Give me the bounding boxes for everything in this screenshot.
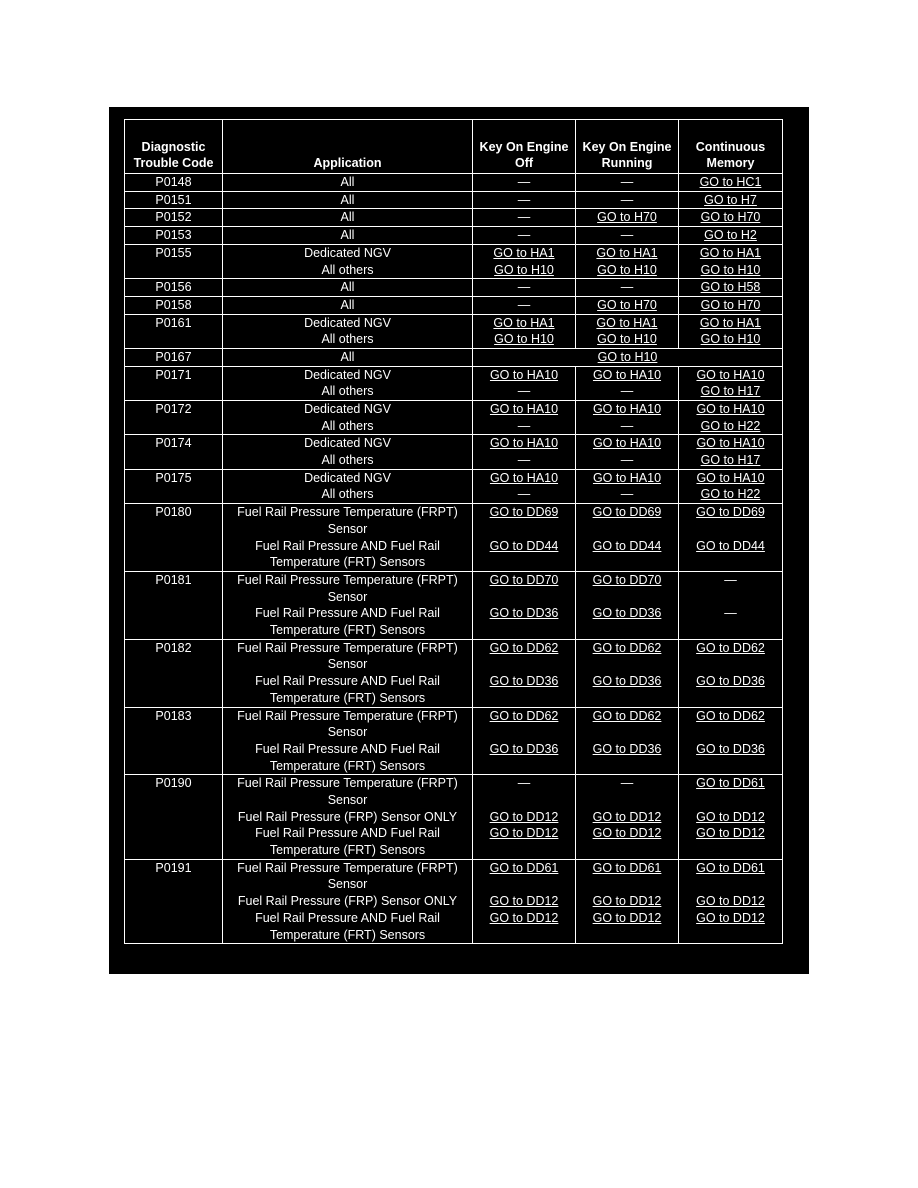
application-text: Fuel Rail Pressure AND Fuel Rail Temperature (FRT) Sensors [255, 606, 440, 638]
koer-cell [576, 639, 679, 707]
koeo-cell [473, 859, 576, 943]
table-row [125, 639, 783, 707]
koer-cell [576, 707, 679, 775]
go-to-link[interactable]: GO to DD36 [592, 674, 662, 689]
not-applicable-dash: — [620, 776, 634, 791]
dtc-code: P0180 [125, 504, 223, 572]
application-text: Fuel Rail Pressure Temperature (FRPT) Sensor [237, 640, 458, 672]
go-to-link[interactable]: GO to HA10 [592, 402, 662, 417]
go-to-link[interactable]: GO to H70 [700, 210, 761, 225]
not-applicable-dash: — [517, 175, 531, 189]
koeo-cell [473, 469, 576, 503]
go-to-link[interactable]: GO to DD36 [696, 674, 765, 689]
not-applicable-dash: — [517, 228, 531, 243]
go-to-link[interactable]: GO to H10 [700, 262, 761, 277]
go-to-link[interactable]: GO to DD62 [592, 708, 662, 723]
dtc-code: P0158 [125, 296, 223, 314]
table-row [125, 296, 783, 314]
go-to-link[interactable]: GO to H58 [700, 280, 761, 295]
application-text: Fuel Rail Pressure Temperature (FRPT) Sensor [237, 708, 458, 740]
not-applicable-dash: — [620, 175, 634, 189]
application-cell [223, 244, 473, 278]
application-text: All [340, 175, 355, 189]
koer-cell [576, 469, 679, 503]
koeo-cell [473, 296, 576, 314]
table-row [125, 191, 783, 209]
continuous-memory-cell [679, 401, 783, 435]
application-text: All others [321, 453, 374, 468]
not-applicable-dash: — [517, 453, 531, 468]
go-to-link[interactable]: GO to HA1 [699, 315, 762, 330]
go-to-link[interactable]: GO to H17 [700, 384, 761, 399]
go-to-link[interactable]: GO to DD12 [696, 910, 765, 925]
go-to-link[interactable]: GO to DD61 [489, 860, 559, 875]
application-text: All others [321, 332, 374, 347]
table-row [125, 209, 783, 227]
application-text: All [340, 192, 355, 207]
application-text: Dedicated NGV [304, 315, 391, 330]
application-text: Dedicated NGV [304, 402, 391, 417]
koeo-cell [473, 366, 576, 400]
go-to-link[interactable]: GO to HA10 [696, 470, 765, 485]
koeo-cell [473, 209, 576, 227]
koeo-cell [473, 314, 576, 348]
dtc-code: P0175 [125, 469, 223, 503]
application-cell [223, 504, 473, 572]
dtc-code: P0151 [125, 191, 223, 209]
continuous-memory-cell [679, 469, 783, 503]
application-text: Fuel Rail Pressure AND Fuel Rail Temperature (FRT) Sensors [255, 674, 440, 705]
dtc-code: P0161 [125, 314, 223, 348]
application-cell [223, 859, 473, 943]
not-applicable-dash: — [517, 280, 531, 295]
go-to-link[interactable]: GO to DD62 [489, 640, 559, 655]
go-to-link[interactable]: GO to H7 [704, 192, 757, 207]
application-text: All others [321, 262, 374, 277]
koeo-cell [473, 504, 576, 572]
dtc-table-panel [109, 107, 809, 974]
koeo-cell [473, 227, 576, 245]
go-to-link[interactable]: GO to H2 [704, 228, 757, 243]
koeo-cell [473, 775, 576, 859]
not-applicable-dash: — [620, 487, 634, 502]
go-to-link[interactable]: GO to H10 [700, 332, 761, 347]
not-applicable-dash: — [620, 453, 634, 468]
koer-cell [576, 296, 679, 314]
continuous-memory-cell [679, 639, 783, 707]
koeo-cell [473, 244, 576, 278]
go-to-link[interactable]: GO to HA10 [489, 436, 559, 451]
application-cell [223, 296, 473, 314]
not-applicable-dash: — [620, 418, 634, 433]
koer-cell [576, 859, 679, 943]
application-cell [223, 469, 473, 503]
go-to-link[interactable]: GO to DD12 [489, 910, 559, 925]
table-row [125, 314, 783, 348]
go-to-link[interactable]: GO to DD61 [696, 776, 765, 791]
table-row [125, 571, 783, 639]
application-text: All [340, 228, 355, 243]
not-applicable-dash: — [517, 210, 531, 225]
application-cell [223, 174, 473, 192]
table-row [125, 775, 783, 859]
go-to-link[interactable]: GO to DD62 [489, 708, 559, 723]
application-cell [223, 571, 473, 639]
dtc-code: P0174 [125, 435, 223, 469]
go-to-link[interactable]: GO to DD12 [592, 809, 662, 824]
application-text: Fuel Rail Pressure AND Fuel Rail Temperature (FRT) Sensors [255, 538, 440, 570]
continuous-memory-cell [679, 859, 783, 943]
continuous-memory-cell [679, 296, 783, 314]
header-dtc: Diagnostic Trouble Code [125, 120, 223, 174]
application-cell [223, 314, 473, 348]
go-to-link[interactable]: GO to DD12 [489, 894, 559, 909]
koeo-cell [473, 707, 576, 775]
dtc-code: P0148 [125, 174, 223, 192]
go-to-link[interactable]: GO to HA10 [489, 402, 559, 417]
header-koer: Key On Engine Running [576, 120, 679, 174]
not-applicable-dash: — [517, 297, 531, 312]
table-row [125, 174, 783, 192]
koer-cell [576, 504, 679, 572]
koer-cell [576, 209, 679, 227]
go-to-link[interactable]: GO to HA1 [493, 315, 555, 330]
application-cell [223, 639, 473, 707]
application-text: Fuel Rail Pressure (FRP) Sensor ONLY [237, 809, 458, 824]
koeo-cell [473, 401, 576, 435]
go-to-link[interactable]: GO to H10 [597, 349, 658, 364]
continuous-memory-cell [679, 775, 783, 859]
continuous-memory-cell [679, 279, 783, 297]
application-text: Dedicated NGV [304, 367, 391, 382]
continuous-memory-cell [679, 435, 783, 469]
application-text: Dedicated NGV [304, 436, 391, 451]
koer-cell [576, 401, 679, 435]
dtc-code: P0171 [125, 366, 223, 400]
dtc-code: P0190 [125, 775, 223, 859]
go-to-link[interactable]: GO to H70 [597, 297, 657, 312]
go-to-link[interactable]: GO to HA1 [699, 245, 762, 260]
application-text: All [340, 297, 355, 312]
go-to-link[interactable]: GO to DD62 [696, 708, 765, 723]
go-to-link[interactable]: GO to H17 [700, 453, 761, 468]
table-row [125, 227, 783, 245]
dtc-code: P0191 [125, 859, 223, 943]
dtc-code: P0156 [125, 279, 223, 297]
table-row [125, 859, 783, 943]
koeo-cell [473, 639, 576, 707]
go-to-link[interactable]: GO to DD12 [696, 826, 765, 841]
application-text: Fuel Rail Pressure AND Fuel Rail Temperature (FRT) Sensors [255, 741, 440, 773]
go-to-link[interactable]: GO to DD12 [696, 894, 765, 909]
not-applicable-dash: — [620, 192, 634, 207]
continuous-memory-cell [679, 244, 783, 278]
go-to-link[interactable]: GO to DD36 [592, 741, 662, 756]
application-text: All [340, 280, 355, 295]
go-to-link[interactable]: GO to HA10 [489, 470, 559, 485]
go-to-link[interactable]: GO to DD70 [592, 572, 662, 587]
header-continuous-memory: Continuous Memory [679, 120, 783, 174]
koer-cell [576, 244, 679, 278]
application-cell [223, 279, 473, 297]
application-cell [223, 435, 473, 469]
go-to-link[interactable]: GO to DD61 [592, 860, 662, 875]
continuous-memory-cell [679, 314, 783, 348]
header-koeo: Key On Engine Off [473, 120, 576, 174]
go-to-link[interactable]: GO to DD62 [592, 640, 662, 655]
go-to-link[interactable]: GO to DD61 [696, 860, 765, 875]
not-applicable-dash: — [517, 384, 531, 399]
not-applicable-dash: — [620, 280, 634, 295]
application-cell [223, 707, 473, 775]
application-text: Fuel Rail Pressure Temperature (FRPT) Sensor [237, 776, 458, 807]
application-text: Fuel Rail Pressure Temperature (FRPT) Sensor [237, 505, 458, 536]
not-applicable-dash: — [517, 487, 531, 502]
application-cell [223, 348, 473, 366]
continuous-memory-cell [679, 174, 783, 192]
application-text: Dedicated NGV [304, 470, 391, 485]
go-to-link[interactable]: GO to HA1 [493, 245, 555, 260]
dtc-code: P0172 [125, 401, 223, 435]
go-to-link[interactable]: GO to DD62 [696, 640, 765, 655]
table-row [125, 348, 783, 366]
koer-cell [576, 314, 679, 348]
go-to-link[interactable]: GO to HA10 [696, 402, 765, 417]
go-to-link[interactable]: GO to DD44 [592, 538, 662, 553]
header-row [125, 120, 783, 174]
application-text: Fuel Rail Pressure AND Fuel Rail Temperature (FRT) Sensors [255, 910, 440, 942]
continuous-memory-cell [679, 366, 783, 400]
application-text: All others [321, 487, 374, 502]
application-cell [223, 775, 473, 859]
go-to-link[interactable]: GO to DD12 [489, 826, 559, 841]
table-row [125, 707, 783, 775]
go-to-link[interactable]: GO to DD69 [489, 505, 559, 520]
not-applicable-dash: — [517, 192, 531, 207]
go-to-link[interactable]: GO to DD12 [592, 910, 662, 925]
not-applicable-dash: — [517, 418, 531, 433]
application-text: All [340, 210, 355, 225]
go-to-link[interactable]: GO to DD36 [592, 606, 662, 621]
application-cell [223, 209, 473, 227]
go-to-link[interactable]: GO to H10 [494, 262, 554, 277]
application-cell [223, 227, 473, 245]
dtc-code: P0155 [125, 244, 223, 278]
go-to-link[interactable]: GO to DD44 [489, 538, 559, 553]
koer-cell [576, 174, 679, 192]
continuous-memory-cell [679, 504, 783, 572]
go-to-link[interactable]: GO to H22 [700, 487, 761, 502]
dtc-code: P0182 [125, 639, 223, 707]
application-text: Fuel Rail Pressure AND Fuel Rail Temperature (FRT) Sensors [255, 826, 440, 858]
dtc-table [124, 119, 783, 944]
go-to-link[interactable]: GO to H10 [597, 332, 657, 347]
koer-cell [576, 571, 679, 639]
go-to-link[interactable]: GO to H22 [700, 418, 761, 433]
koer-cell [576, 775, 679, 859]
application-text: Dedicated NGV [304, 245, 391, 260]
koeo-cell [473, 174, 576, 192]
go-to-link[interactable]: GO to DD12 [592, 826, 662, 841]
go-to-link[interactable]: GO to H10 [597, 262, 657, 277]
go-to-link[interactable]: GO to DD69 [592, 505, 662, 520]
go-to-link[interactable]: GO to DD12 [696, 809, 765, 824]
application-text: All others [321, 384, 374, 399]
go-to-link[interactable]: GO to DD36 [489, 741, 559, 756]
koeo-cell [473, 191, 576, 209]
continuous-memory-cell [679, 191, 783, 209]
not-applicable-dash: — [724, 606, 737, 621]
go-to-link[interactable]: GO to H10 [494, 332, 554, 347]
koer-cell [473, 348, 783, 366]
go-to-link[interactable]: GO to H70 [700, 297, 761, 312]
koer-cell [576, 279, 679, 297]
koer-cell [576, 227, 679, 245]
table-row [125, 244, 783, 278]
application-text: Fuel Rail Pressure Temperature (FRPT) Sensor [237, 572, 458, 604]
koeo-cell [473, 435, 576, 469]
dtc-code: P0183 [125, 707, 223, 775]
table-row [125, 435, 783, 469]
application-text: All [340, 349, 355, 364]
application-text: Fuel Rail Pressure (FRP) Sensor ONLY [237, 894, 458, 909]
dtc-code: P0153 [125, 227, 223, 245]
go-to-link[interactable]: GO to HA1 [596, 315, 658, 330]
koer-cell [576, 191, 679, 209]
not-applicable-dash: — [620, 384, 634, 399]
go-to-link[interactable]: GO to HC1 [699, 175, 762, 189]
table-row [125, 401, 783, 435]
application-text: All others [321, 418, 374, 433]
header-application: Application [223, 120, 473, 174]
go-to-link[interactable]: GO to HA10 [489, 367, 559, 382]
koeo-cell [473, 279, 576, 297]
koer-cell [576, 366, 679, 400]
not-applicable-dash: — [517, 776, 531, 791]
application-text: Fuel Rail Pressure Temperature (FRPT) Sensor [237, 860, 458, 892]
dtc-code: P0152 [125, 209, 223, 227]
go-to-link[interactable]: GO to HA10 [592, 436, 662, 451]
go-to-link[interactable]: GO to HA10 [696, 367, 765, 382]
continuous-memory-cell [679, 707, 783, 775]
application-cell [223, 401, 473, 435]
continuous-memory-cell [679, 209, 783, 227]
table-row [125, 504, 783, 572]
koer-cell [576, 435, 679, 469]
dtc-code: P0167 [125, 348, 223, 366]
koeo-cell [473, 571, 576, 639]
go-to-link[interactable]: GO to DD44 [696, 538, 765, 553]
table-row [125, 469, 783, 503]
go-to-link[interactable]: GO to DD36 [489, 606, 559, 621]
go-to-link[interactable]: GO to DD69 [696, 505, 765, 520]
go-to-link[interactable]: GO to DD36 [696, 741, 765, 756]
go-to-link[interactable]: GO to DD12 [489, 809, 559, 824]
not-applicable-dash: — [620, 228, 634, 243]
application-cell [223, 366, 473, 400]
go-to-link[interactable]: GO to DD70 [489, 572, 559, 587]
continuous-memory-cell [679, 227, 783, 245]
application-cell [223, 191, 473, 209]
go-to-link[interactable]: GO to HA10 [592, 367, 662, 382]
go-to-link[interactable]: GO to H70 [597, 210, 657, 225]
not-applicable-dash: — [724, 572, 737, 587]
go-to-link[interactable]: GO to DD12 [592, 894, 662, 909]
go-to-link[interactable]: GO to HA10 [592, 470, 662, 485]
table-row [125, 366, 783, 400]
continuous-memory-cell [679, 571, 783, 639]
table-row [125, 279, 783, 297]
go-to-link[interactable]: GO to DD36 [489, 674, 559, 689]
dtc-code: P0181 [125, 571, 223, 639]
go-to-link[interactable]: GO to HA10 [696, 436, 765, 451]
go-to-link[interactable]: GO to HA1 [596, 245, 658, 260]
